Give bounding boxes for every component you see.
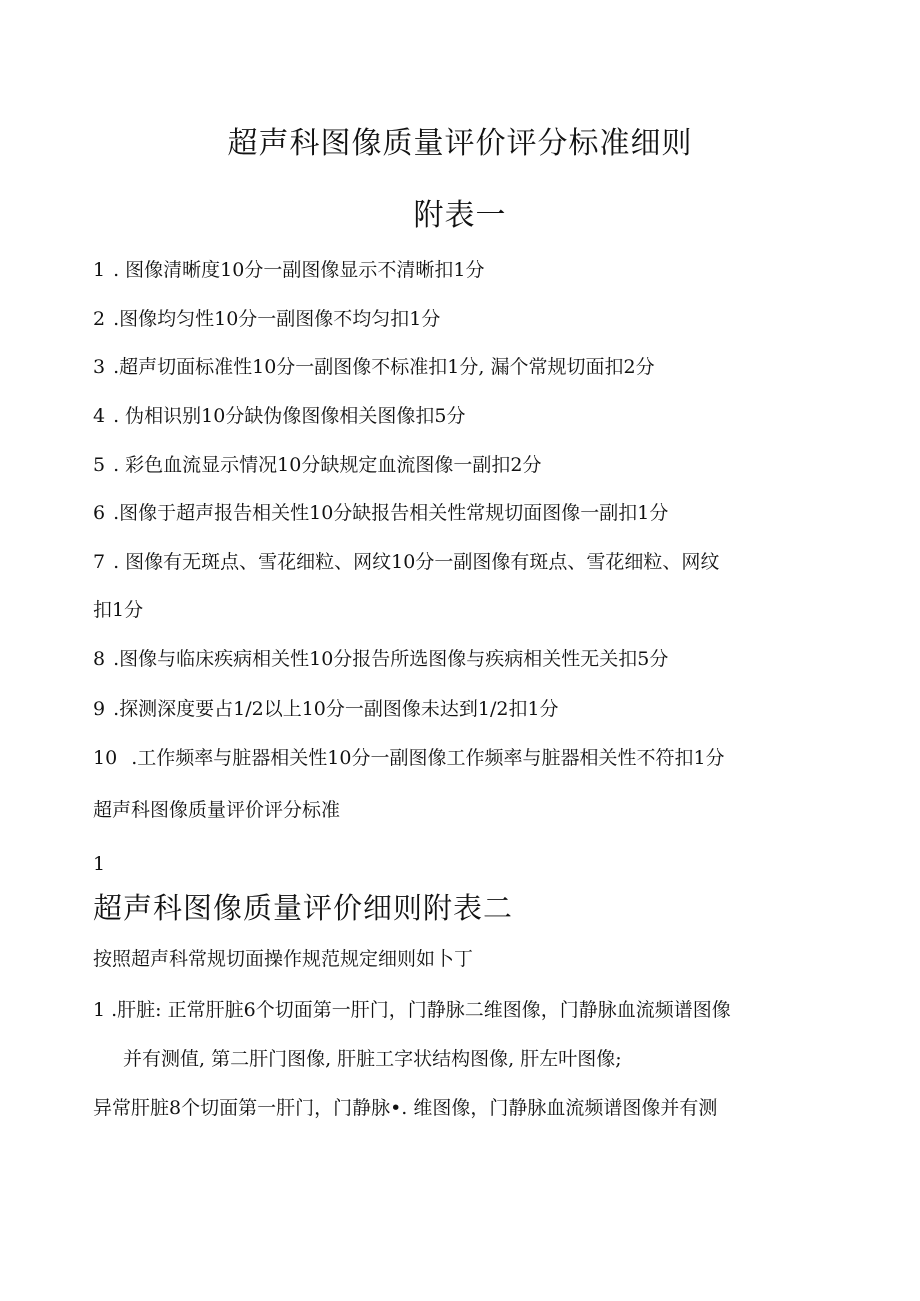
list-item-number: 9 [93, 698, 106, 720]
list-item-text: . 彩色血流显示情况10分缺规定血流图像一副扣2分 [113, 454, 542, 476]
list-item-number: 1 [93, 259, 106, 281]
list-item [93, 695, 559, 723]
list-item-number: 10 [93, 747, 118, 769]
list-item-text: . 图像有无斑点、雪花细粒、网纹10分一副图像有斑点、雪花细粒、网纹 [113, 551, 720, 573]
list-item-text: .图像均匀性10分一副图像不均匀扣1分 [113, 308, 441, 330]
footer-label: 超声科图像质量评价评分标准 [93, 799, 341, 821]
list-item-text: .图像与临床疾病相关性10分报告所选图像与疾病相关性无关扣5分 [113, 648, 669, 670]
list-item-number: 8 [93, 648, 106, 670]
list-item [93, 451, 541, 479]
list-item [93, 499, 668, 527]
list-item [93, 744, 725, 772]
list-item-text: .图像于超声报告相关性10分缺报告相关性常规切面图像一副扣1分 [113, 502, 669, 524]
list-item [93, 645, 668, 673]
liver-line-3: 异常肝脏8个切面第一肝门，门静脉•. 维图像，门静脉血流频谱图像并有测 [93, 1097, 718, 1119]
list-item-number: 3 [93, 356, 106, 378]
list-item-number: 4 [93, 405, 106, 427]
list-item [93, 548, 719, 576]
list-item-number: 2 [93, 308, 106, 330]
list-item-number: 5 [93, 454, 106, 476]
list-item [93, 402, 465, 430]
appendix-two-heading: 超声科图像质量评价细则附表二 [93, 891, 514, 925]
list-item-text: .探测深度要占1/2以上10分一副图像未达到1/2扣1分 [113, 698, 559, 720]
page-number: 1 [93, 853, 106, 875]
page-title: 超声科图像质量评价评分标准细则 [227, 126, 693, 161]
list-item-number: 6 [93, 502, 106, 524]
list-item-text: .工作频率与脏器相关性10分一副图像工作频率与脏器相关性不符扣1分 [125, 747, 725, 769]
list-item-continuation: 扣1分 [93, 599, 144, 621]
liver-line-1: 1 .肝脏: 正常肝脏6个切面第一肝门，门静脉二维图像，门静脉血流频谱图像 [93, 999, 731, 1021]
appendix-title: 附表一 [413, 198, 507, 233]
liver-line-2: 并有测值, 第二肝门图像, 肝脏工字状结构图像, 肝左叶图像; [123, 1048, 622, 1070]
list-item-number: 7 [93, 551, 106, 573]
list-item [93, 256, 484, 284]
list-item-text: . 伪相识别10分缺伪像图像相关图像扣5分 [113, 405, 466, 427]
intro-paragraph: 按照超声科常规切面操作规范规定细则如卜丁 [93, 948, 474, 970]
list-item-text: .超声切面标准性10分一副图像不标准扣1分, 漏个常规切面扣2分 [113, 356, 655, 378]
list-item [93, 353, 655, 381]
list-item [93, 305, 440, 333]
list-item-text: . 图像清晰度10分一副图像显示不清晰扣1分 [113, 259, 485, 281]
